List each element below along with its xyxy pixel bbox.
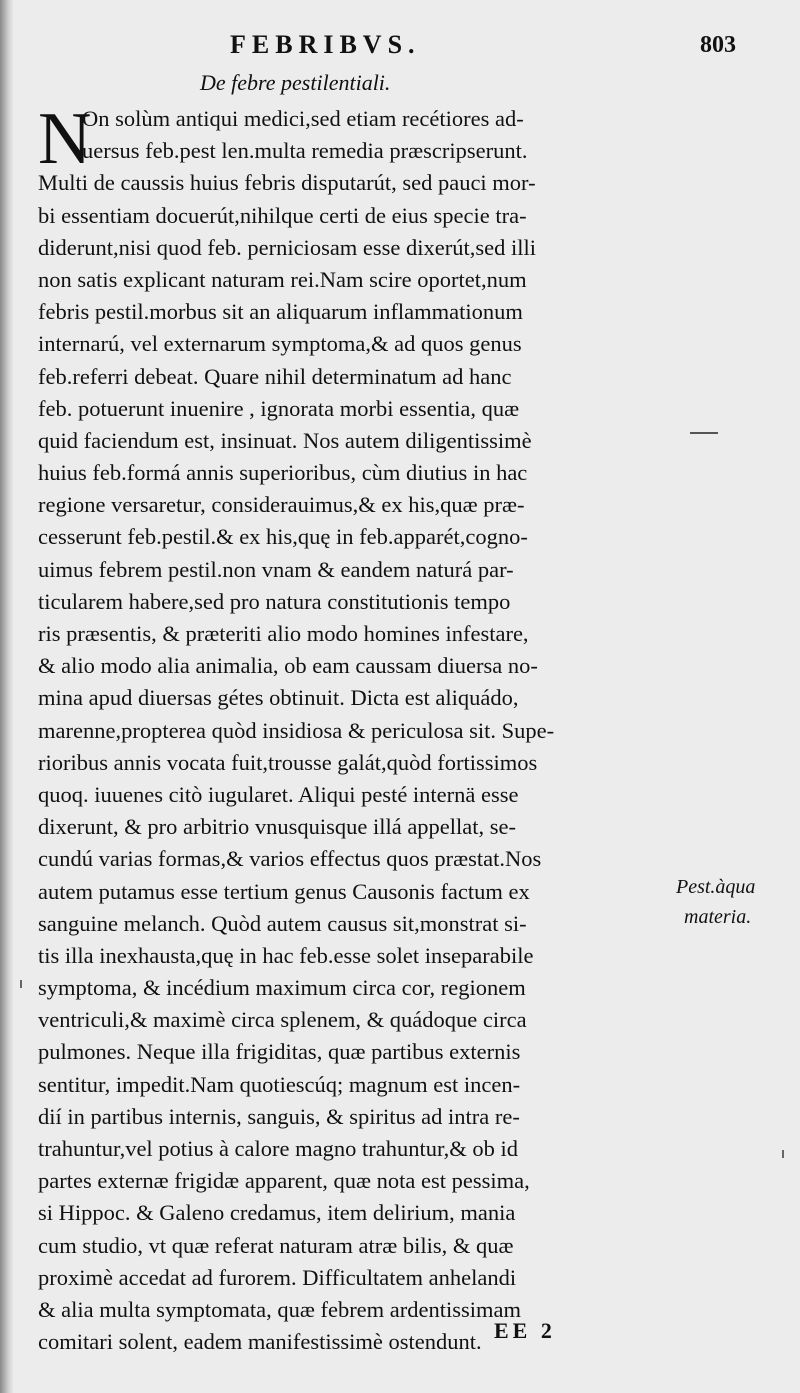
text-line: symptoma, & incédium maximum circa cor, regionem bbox=[38, 975, 526, 1001]
margin-tick bbox=[782, 1150, 784, 1158]
margin-note-line: materia. bbox=[684, 906, 752, 928]
margin-note-line: Pest.àqua bbox=[676, 876, 756, 898]
drop-cap: N bbox=[38, 98, 92, 180]
margin-tick bbox=[20, 980, 22, 988]
binding-shadow bbox=[0, 0, 14, 1393]
text-line: ventriculi,& maximè circa splenem, & quádoque circa bbox=[38, 1007, 527, 1033]
section-title: De febre pestilentiali. bbox=[200, 70, 391, 95]
text-line: pulmones. Neque illa frigiditas, quæ partibus externis bbox=[38, 1039, 521, 1065]
text-line: uersus feb.pest len.multa remedia præscripserunt. bbox=[82, 138, 528, 164]
text-line: partes externæ frigidæ apparent, quæ nota est pessima, bbox=[38, 1168, 530, 1194]
page-number: 803 bbox=[700, 32, 736, 58]
text-line: sentitur, impedit.Nam quotiescúq; magnum est incen- bbox=[38, 1071, 521, 1097]
text-line: regione versaretur, considerauimus,& ex his,quæ præ- bbox=[38, 492, 525, 518]
text-line: feb.referri debeat. Quare nihil determinatum ad hanc bbox=[38, 363, 512, 389]
text-line: cundú varias formas,& varios effectus quos præstat.Nos bbox=[38, 846, 542, 872]
text-line: tis illa inexhausta,quę in hac feb.esse solet inseparabile bbox=[38, 942, 534, 968]
margin-dash bbox=[690, 432, 718, 434]
text-line: quoq. iuuenes citò iugularet. Aliqui pesté internä esse bbox=[38, 781, 519, 807]
text-line: autem putamus esse tertium genus Causonis factum ex bbox=[38, 878, 530, 904]
text-line: internarú, vel externarum symptoma,& ad quos genus bbox=[38, 331, 522, 357]
text-line: dixerunt, & pro arbitrio vnusquisque illá appellat, se- bbox=[38, 814, 517, 840]
text-line: feb. potuerunt inuenire , ignorata morbi essentia, quæ bbox=[38, 395, 520, 421]
text-line: & alia multa symptomata, quæ febrem ardentissimam bbox=[38, 1296, 522, 1322]
text-line: diderunt,nisi quod feb. perniciosam esse dixerút,sed illi bbox=[38, 234, 537, 260]
text-line: rioribus annis vocata fuit,trousse galát,quòd fortissimos bbox=[38, 749, 538, 775]
text-line: ticularem habere,sed pro natura constitutionis tempo bbox=[38, 588, 511, 614]
text-line: sanguine melanch. Quòd autem causus sit,monstrat si- bbox=[38, 910, 527, 936]
text-line: huius feb.formá annis superioribus, cùm diutius in hac bbox=[38, 460, 528, 486]
text-line: bi essentiam docuerút,nihilque certi de eius specie tra- bbox=[38, 202, 527, 228]
text-line: & alio modo alia animalia, ob eam caussam diuersa no- bbox=[38, 653, 538, 679]
text-line: marenne,propterea quòd insidiosa & periculosa sit. Supe- bbox=[38, 717, 555, 743]
text-line: trahuntur,vel potius à calore magno trahuntur,& ob id bbox=[38, 1136, 518, 1161]
text-line: quid faciendum est, insinuat. Nos autem diligentissimè bbox=[38, 427, 532, 453]
text-line: dií in partibus internis, sanguis, & spiritus ad intra re- bbox=[38, 1103, 520, 1129]
text-line: Multi de caussis huius febris disputarút, sed pauci mor- bbox=[38, 170, 536, 196]
margin-note bbox=[676, 872, 755, 932]
text-line: cesserunt feb.pestil.& ex his,quę in feb.apparét,cogno- bbox=[38, 524, 528, 550]
body-text bbox=[38, 98, 673, 1358]
text-line: On solùm antiqui medici,sed etiam recétiores ad- bbox=[82, 106, 524, 131]
text-line: mina apud diuersas gétes obtinuit. Dicta est aliquádo, bbox=[38, 685, 519, 711]
text-line: ris præsentis, & præteriti alio modo homines infestare, bbox=[38, 621, 529, 646]
text-line: si Hippoc. & Galeno credamus, item delirium, mania bbox=[38, 1200, 516, 1226]
text-line: non satis explicant naturam rei.Nam scire oportet,num bbox=[38, 266, 527, 292]
text-line: proximè accedat ad furorem. Difficultatem anhelandi bbox=[38, 1264, 517, 1290]
text-line: comitari solent, eadem manifestissimè ostendunt. bbox=[38, 1329, 482, 1355]
text-line: cum studio, vt quæ referat naturam atræ bilis, & quæ bbox=[38, 1232, 514, 1258]
text-line: febris pestil.morbus sit an aliquarum inflammationum bbox=[38, 299, 523, 325]
signature-mark: EE 2 bbox=[494, 1318, 556, 1343]
running-head: FEBRIBVS. bbox=[230, 30, 421, 59]
text-line: uimus febrem pestil.non vnam & eandem naturá par- bbox=[38, 556, 514, 582]
